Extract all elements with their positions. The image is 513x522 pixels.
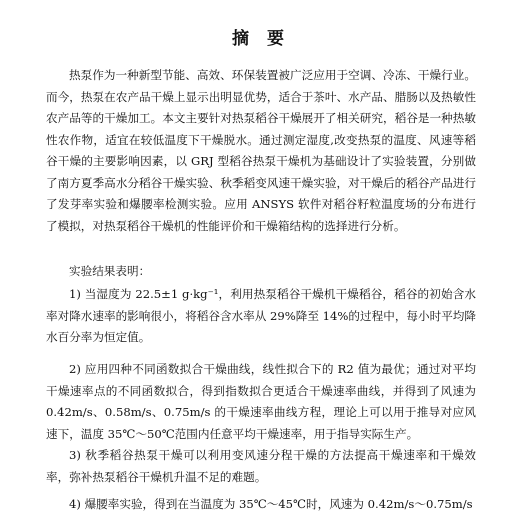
result-item-4: 4) 爆腰率实验，得到在当温度为 35℃～45℃时，风速为 0.42m/s～0.75m/s (69, 497, 473, 511)
page-title: 摘 要 (232, 29, 290, 49)
result-item-1: 1) 当湿度为 22.5±1 g·kg⁻¹，利用热泵稻谷干燥机干燥稻谷，稻谷的初始含水率对降水速率的影响很小，将稻谷含水率从 29%降至 14%的过程中，每小时平均降水百分率为恒定值。 (46, 287, 476, 344)
result-item-2: 2) 应用四种不同函数拟合干燥曲线，线性拟合下的 R2 值为最优；通过对平均干燥速率点的不同函数拟合，得到指数拟合更适合干燥速率曲线，并得到了风速为 0.42m/s、0.58m/s、0.75m/s 的干燥速率曲线方程，理论上可以用于推导对应风速下，温度 35℃～50℃范围内任意平均干燥速率，用于指导实际生产。 (46, 362, 476, 441)
abstract-paragraph-intro: 热泵作为一种新型节能、高效、环保装置被广泛应用于空调、冷冻、干燥行业。而今，热泵在农产品干燥上显示出明显优势，适合于茶叶、水产品、腊肠以及热敏性农产品等的干燥加工。本文主要针对热泵稻谷干燥展开了相关研究，稻谷是一种热敏性农作物，适宜在较低温度下干燥脱水。通过测定湿度,改变热泵的温度、风速等稻谷干燥的主要影响因素，以 GRJ 型稻谷热泵干燥机为基础设计了实验装置，分别做了南方夏季高水分稻谷干燥实验、秋季稻变风速干燥实验，对干燥后的稻谷产品进行了发芽率实验和爆腰率检测实验。应用 ANSYS 软件对稻谷籽粒温度场的分布进行了模拟，对热泵稻谷干燥机的性能评价和干燥箱结构的选择进行分析。 (46, 68, 476, 233)
results-heading: 实验结果表明： (69, 264, 151, 278)
result-item-3: 3) 秋季稻谷热泵干燥可以利用变风速分程干燥的方法提高干燥速率和干燥效率，弥补热泵稻谷干燥机升温不足的难题。 (46, 448, 476, 484)
